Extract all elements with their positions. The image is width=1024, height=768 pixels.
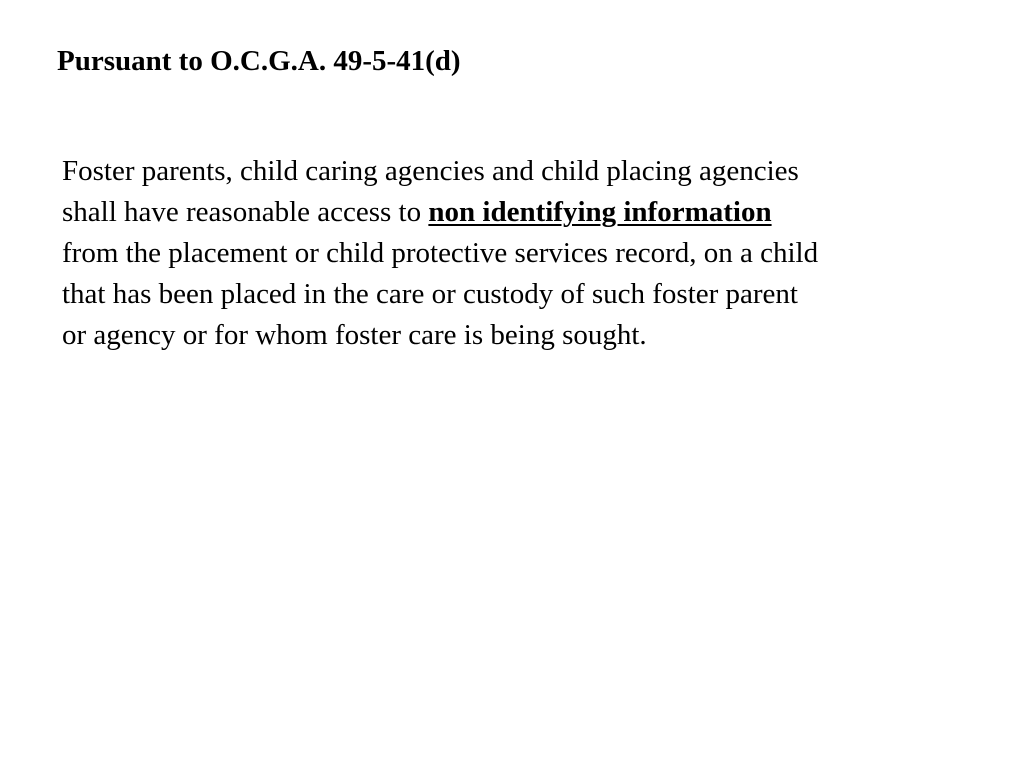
paragraph-line-2 bbox=[62, 192, 972, 233]
slide-title: Pursuant to O.C.G.A. 49-5-41(d) bbox=[57, 45, 461, 77]
paragraph-line-2-text: shall have reasonable access to bbox=[62, 196, 429, 228]
paragraph-line-5: or agency or for whom foster care is being sought. bbox=[62, 319, 647, 351]
paragraph-line-4: that has been placed in the care or custody of such foster parent bbox=[62, 278, 798, 310]
non-identifying-information-emphasis: non identifying information bbox=[428, 196, 772, 228]
statute-paragraph bbox=[62, 151, 972, 356]
paragraph-line-1: Foster parents, child caring agencies and child placing agencies bbox=[62, 155, 799, 187]
paragraph-line-3: from the placement or child protective services record, on a child bbox=[62, 237, 819, 269]
